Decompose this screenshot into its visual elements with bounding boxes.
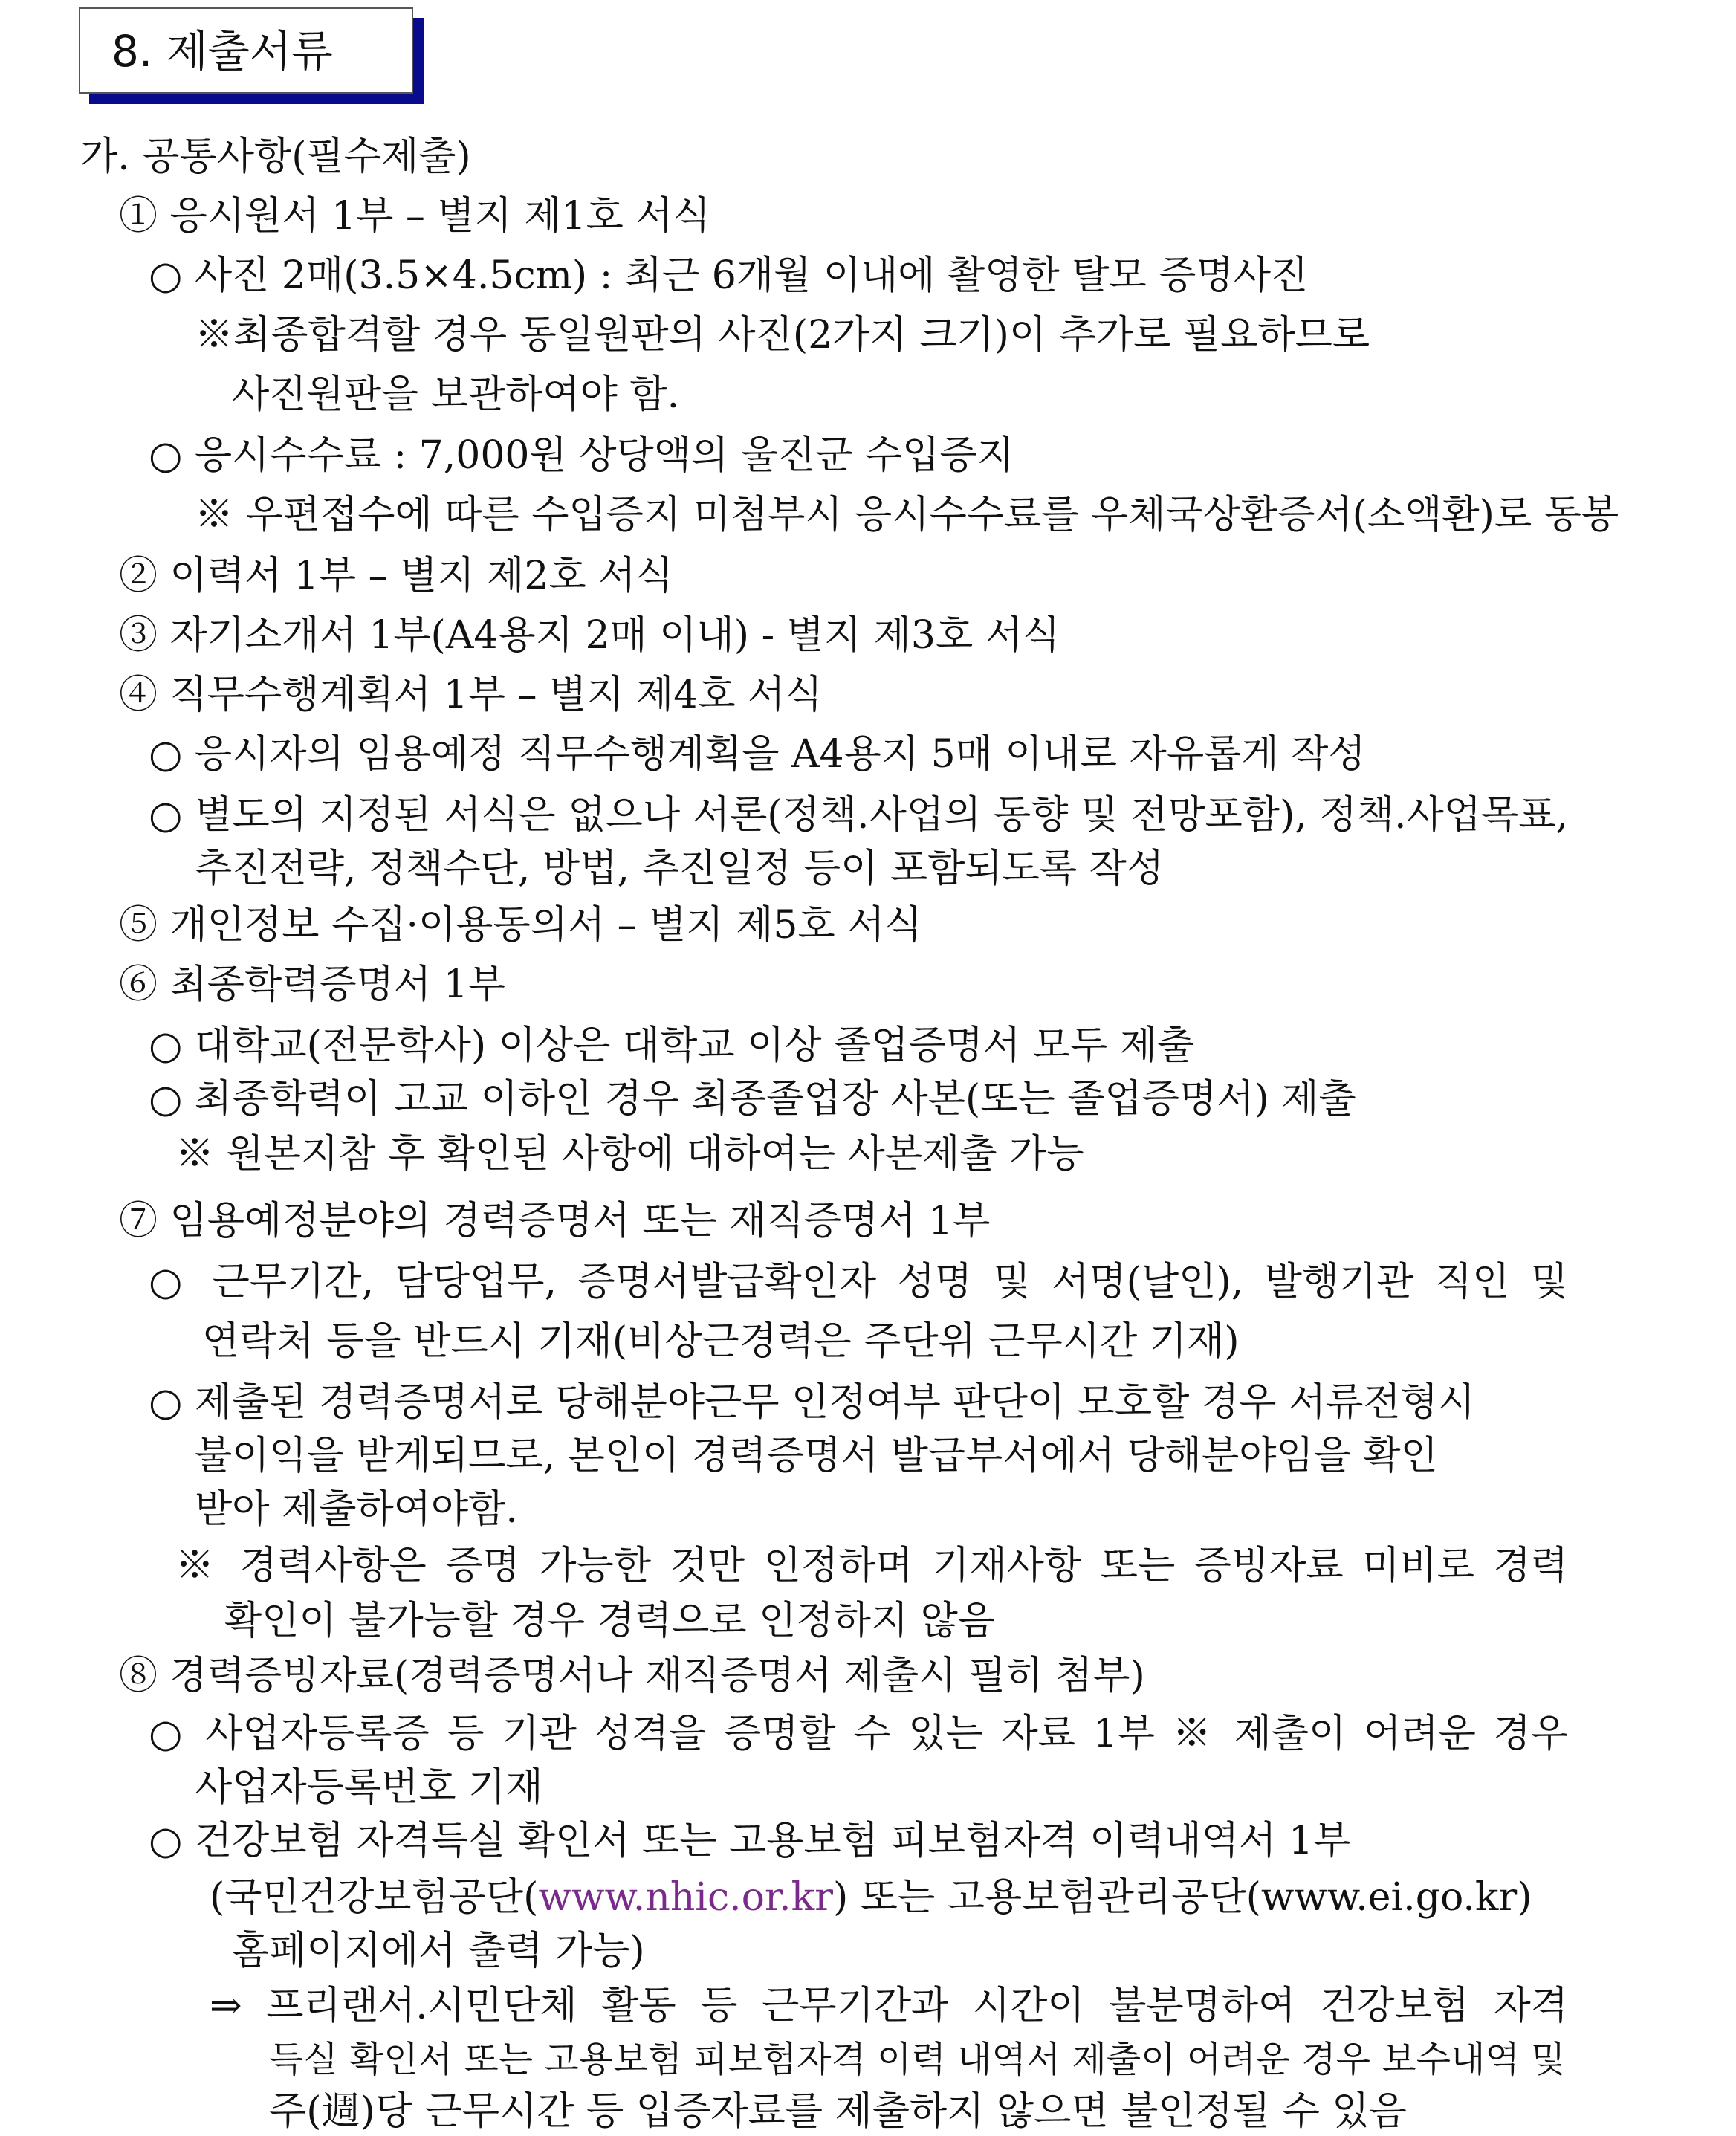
- item7-sub1b: 연락처 등을 반드시 기재(비상근경력은 주단위 근무시간 기재): [202, 1319, 1240, 1364]
- item7-sub2c: 받아 제출하여야함.: [195, 1487, 518, 1532]
- item6-note: ※ 원본지참 후 확인된 사항에 대하여는 사본제출 가능: [175, 1132, 1084, 1177]
- item1-photo-note1: ※최종합격할 경우 동일원판의 사진(2가지 크기)이 추가로 필요하므로: [195, 313, 1370, 357]
- item7-sub2a: ○ 제출된 경력증명서로 당해분야근무 인정여부 판단이 모호할 경우 서류전형시: [149, 1380, 1476, 1425]
- item6-line: ⑥ 최종학력증명서 1부: [119, 962, 505, 1007]
- item4-sub1: ○ 응시자의 임용예정 직무수행계획을 A4용지 5매 이내로 자유롭게 작성: [149, 732, 1366, 777]
- nhic-link[interactable]: www.nhic.or.kr: [538, 1875, 833, 1920]
- item6-sub2: ○ 최종학력이 고교 이하인 경우 최종졸업장 사본(또는 졸업증명서) 제출: [149, 1077, 1356, 1122]
- item5-line: ⑤ 개인정보 수집·이용동의서 – 별지 제5호 서식: [119, 903, 922, 948]
- item6-sub1: ○ 대학교(전문학사) 이상은 대학교 이상 졸업증명서 모두 제출: [149, 1023, 1195, 1068]
- item3-line: ③ 자기소개서 1부(A4용지 2매 이내) - 별지 제3호 서식: [119, 613, 1060, 658]
- item4-sub2b: 추진전략, 정책수단, 방법, 추진일정 등이 포함되도록 작성: [195, 847, 1165, 891]
- item4-sub2a: ○ 별도의 지정된 서식은 없으나 서론(정책.사업의 동향 및 전망포함), 정책.사업목표,: [149, 793, 1568, 838]
- part-a-heading: 가. 공통사항(필수제출): [80, 135, 471, 179]
- item7-note-a: ※ 경력사항은 증명 가능한 것만 인정하며 기재사항 또는 증빙자료 미비로 경력: [175, 1544, 1568, 1588]
- item8-sub2-paren-pre: (국민건강보험공단(: [210, 1875, 539, 1920]
- item8-sub2c: 홈페이지에서 출력 가능): [232, 1929, 645, 1973]
- item1-line: ① 응시원서 1부 – 별지 제1호 서식: [119, 194, 710, 239]
- item7-sub1a: ○ 근무기간, 담당업무, 증명서발급확인자 성명 및 서명(날인), 발행기관 직인 및: [149, 1260, 1568, 1304]
- item1-fee: ○ 응시수수료 : 7,000원 상당액의 울진군 수입증지: [149, 433, 1014, 478]
- item1-photo-note2: 사진원판을 보관하여야 함.: [232, 372, 680, 417]
- item1-fee-note: ※ 우편접수에 따른 수입증지 미첨부시 응시수수료를 우체국상환증서(소액환)로 동봉: [195, 493, 1619, 537]
- item2-line: ② 이력서 1부 – 별지 제2호 서식: [119, 554, 673, 598]
- item8-sub1a: ○ 사업자등록증 등 기관 성격을 증명할 수 있는 자료 1부 ※ 제출이 어려운 경우: [149, 1712, 1568, 1756]
- item7-line: ⑦ 임용예정분야의 경력증명서 또는 재직증명서 1부: [119, 1199, 991, 1243]
- item8-sub2: ○ 건강보험 자격득실 확인서 또는 고용보험 피보험자격 이력내역서 1부: [149, 1819, 1351, 1863]
- item4-line: ④ 직무수행계획서 1부 – 별지 제4호 서식: [119, 673, 823, 717]
- item8-sub2-paren: [210, 1873, 1532, 1922]
- item7-note-b: 확인이 불가능할 경우 경력으로 인정하지 않음: [224, 1599, 996, 1643]
- item8-arrow-b: 득실 확인서 또는 고용보험 피보험자격 이력 내역서 제출이 어려운 경우 보수내역 및: [269, 2039, 1566, 2080]
- item8-sub2-paren-mid: ) 또는 고용보험관리공단(www.ei.go.kr): [832, 1875, 1532, 1920]
- item8-arrow-c: 주(週)당 근무시간 등 입증자료를 제출하지 않으면 불인정될 수 있음: [269, 2089, 1407, 2134]
- item8-arrow-a: ⇒ 프리랜서.시민단체 활동 등 근무기간과 시간이 불분명하여 건강보험 자격: [210, 1984, 1568, 2028]
- item7-sub2b: 불이익을 받게되므로, 본인이 경력증명서 발급부서에서 당해분야임을 확인: [195, 1434, 1438, 1478]
- section-title-box: [79, 7, 413, 94]
- section-title: 8. 제출서류: [111, 26, 333, 77]
- item8-sub1b: 사업자등록번호 기재: [195, 1765, 543, 1810]
- item1-photo: ○ 사진 2매(3.5×4.5cm) : 최근 6개월 이내에 촬영한 탈모 증명사진: [149, 253, 1309, 298]
- item8-line: ⑧ 경력증빙자료(경력증명서나 재직증명서 제출시 필히 첨부): [119, 1654, 1145, 1698]
